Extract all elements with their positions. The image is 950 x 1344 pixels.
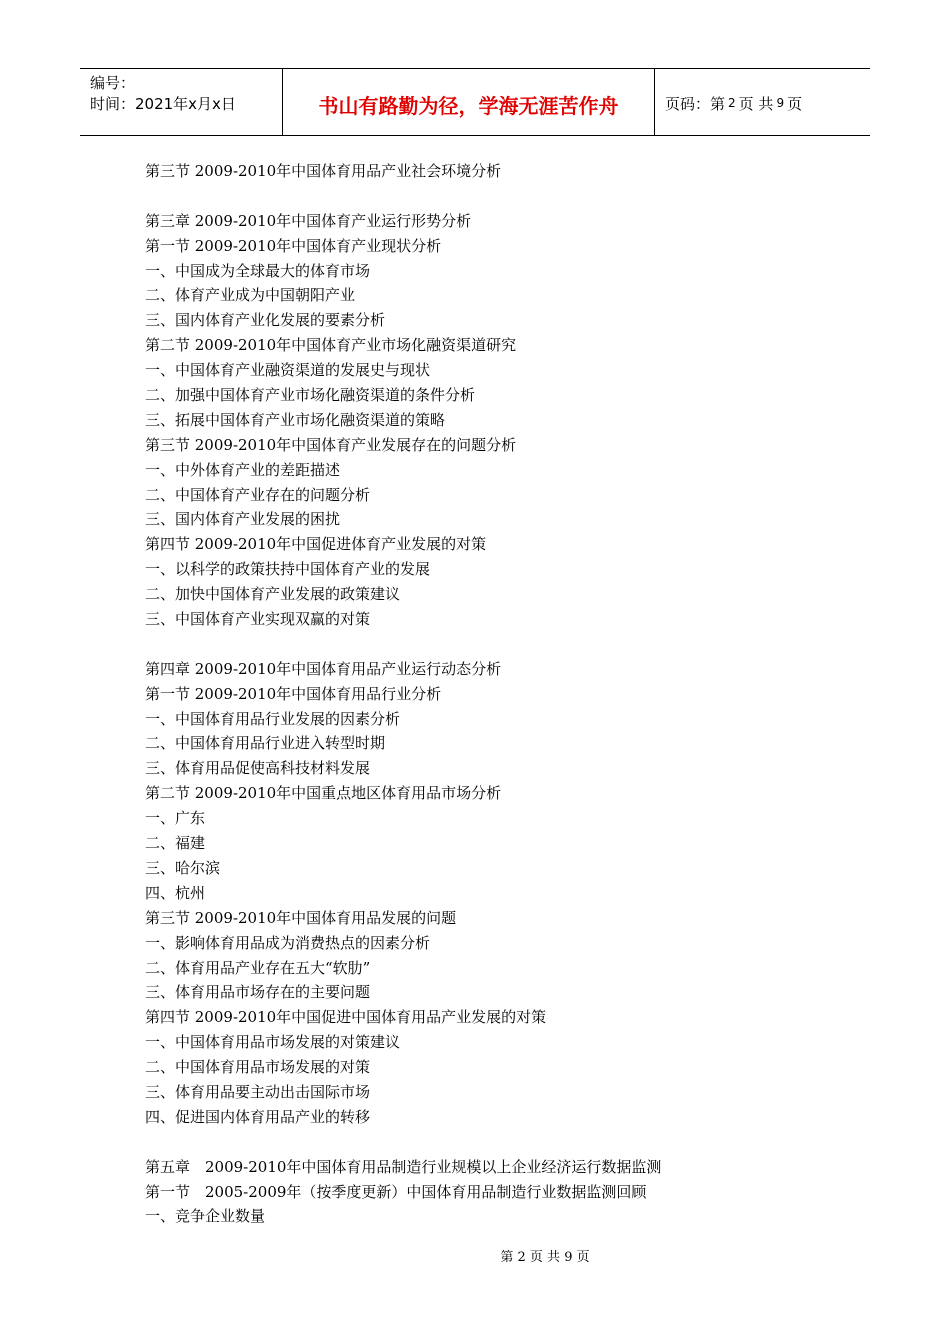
toc-line: 一、竞争企业数量 xyxy=(145,1207,266,1226)
header-page-info xyxy=(655,69,870,135)
header-motto: 书山有路勤为径，学海无涯苦作舟 xyxy=(283,69,655,135)
blank-line xyxy=(145,184,865,209)
toc-line: 第五章 2009-2010年中国体育用品制造行业规模以上企业经济运行数据监测 xyxy=(145,1157,662,1176)
page-number: 2 xyxy=(728,96,736,110)
toc-line: 三、国内体育产业发展的困扰 xyxy=(145,510,341,529)
toc-line: 第四节 2009-2010年中国促进体育产业发展的对策 xyxy=(145,535,487,554)
toc-line: 三、体育用品要主动出击国际市场 xyxy=(145,1082,371,1101)
toc-line: 二、中国体育用品市场发展的对策 xyxy=(145,1058,371,1077)
page-header xyxy=(80,68,870,136)
toc-line: 二、体育产业成为中国朝阳产业 xyxy=(145,286,356,305)
toc-line: 第四章 2009-2010年中国体育用品产业运行动态分析 xyxy=(145,659,502,678)
page-mid: 页 共 xyxy=(738,94,774,113)
blank-line xyxy=(145,632,865,657)
table-of-contents xyxy=(145,159,865,1229)
toc-line: 四、杭州 xyxy=(145,883,206,902)
toc-line: 三、哈尔滨 xyxy=(145,858,221,877)
document-number-label: 编号： xyxy=(90,74,136,92)
toc-line: 三、拓展中国体育产业市场化融资渠道的策略 xyxy=(145,410,446,429)
toc-line: 一、影响体育用品成为消费热点的因素分析 xyxy=(145,933,431,952)
toc-line: 一、中外体育产业的差距描述 xyxy=(145,460,341,479)
toc-line: 二、加快中国体育产业发展的政策建议 xyxy=(145,585,401,604)
toc-line: 二、中国体育产业存在的问题分析 xyxy=(145,485,371,504)
toc-line: 三、中国体育产业实现双赢的对策 xyxy=(145,610,371,629)
toc-line: 第一节 2009-2010年中国体育用品行业分析 xyxy=(145,684,442,703)
toc-line: 第四节 2009-2010年中国促进中国体育用品产业发展的对策 xyxy=(145,1008,547,1027)
toc-line: 四、促进国内体育用品产业的转移 xyxy=(145,1107,371,1126)
page-total: 9 xyxy=(776,96,785,110)
toc-line: 一、以科学的政策扶持中国体育产业的发展 xyxy=(145,560,431,579)
toc-line: 第二节 2009-2010年中国体育产业市场化融资渠道研究 xyxy=(145,336,517,355)
toc-line: 三、国内体育产业化发展的要素分析 xyxy=(145,311,386,330)
toc-line: 二、中国体育用品行业进入转型时期 xyxy=(145,734,386,753)
toc-line: 第一节 2005-2009年（按季度更新）中国体育用品制造行业数据监测回顾 xyxy=(145,1182,647,1201)
document-date: 时间：2021年x月x日 xyxy=(90,95,236,113)
toc-line: 一、中国体育产业融资渠道的发展史与现状 xyxy=(145,361,431,380)
toc-line: 第三节 2009-2010年中国体育用品产业社会环境分析 xyxy=(145,162,502,180)
toc-line: 一、广东 xyxy=(145,809,206,828)
toc-line: 第三节 2009-2010年中国体育产业发展存在的问题分析 xyxy=(145,435,517,454)
toc-line: 二、体育用品产业存在五大“软肋” xyxy=(145,958,371,977)
toc-line: 一、中国体育用品行业发展的因素分析 xyxy=(145,709,401,728)
toc-line: 第三节 2009-2010年中国体育用品发展的问题 xyxy=(145,908,457,927)
page-footer: 第 2 页 共 9 页 xyxy=(500,1250,590,1265)
toc-line: 第三章 2009-2010年中国体育产业运行形势分析 xyxy=(145,211,472,230)
blank-line xyxy=(145,1130,865,1155)
page-suffix: 页 xyxy=(787,94,803,113)
toc-line: 三、体育用品市场存在的主要问题 xyxy=(145,983,371,1002)
page-prefix: 页码：第 xyxy=(665,94,726,113)
toc-line: 一、中国成为全球最大的体育市场 xyxy=(145,261,371,280)
toc-line: 一、中国体育用品市场发展的对策建议 xyxy=(145,1033,401,1052)
toc-line: 二、福建 xyxy=(145,834,206,853)
header-left-cell xyxy=(80,69,283,135)
toc-line: 三、体育用品促使高科技材料发展 xyxy=(145,759,371,778)
toc-line: 第二节 2009-2010年中国重点地区体育用品市场分析 xyxy=(145,784,502,803)
toc-line: 第一节 2009-2010年中国体育产业现状分析 xyxy=(145,236,442,255)
toc-line: 二、加强中国体育产业市场化融资渠道的条件分析 xyxy=(145,386,476,405)
